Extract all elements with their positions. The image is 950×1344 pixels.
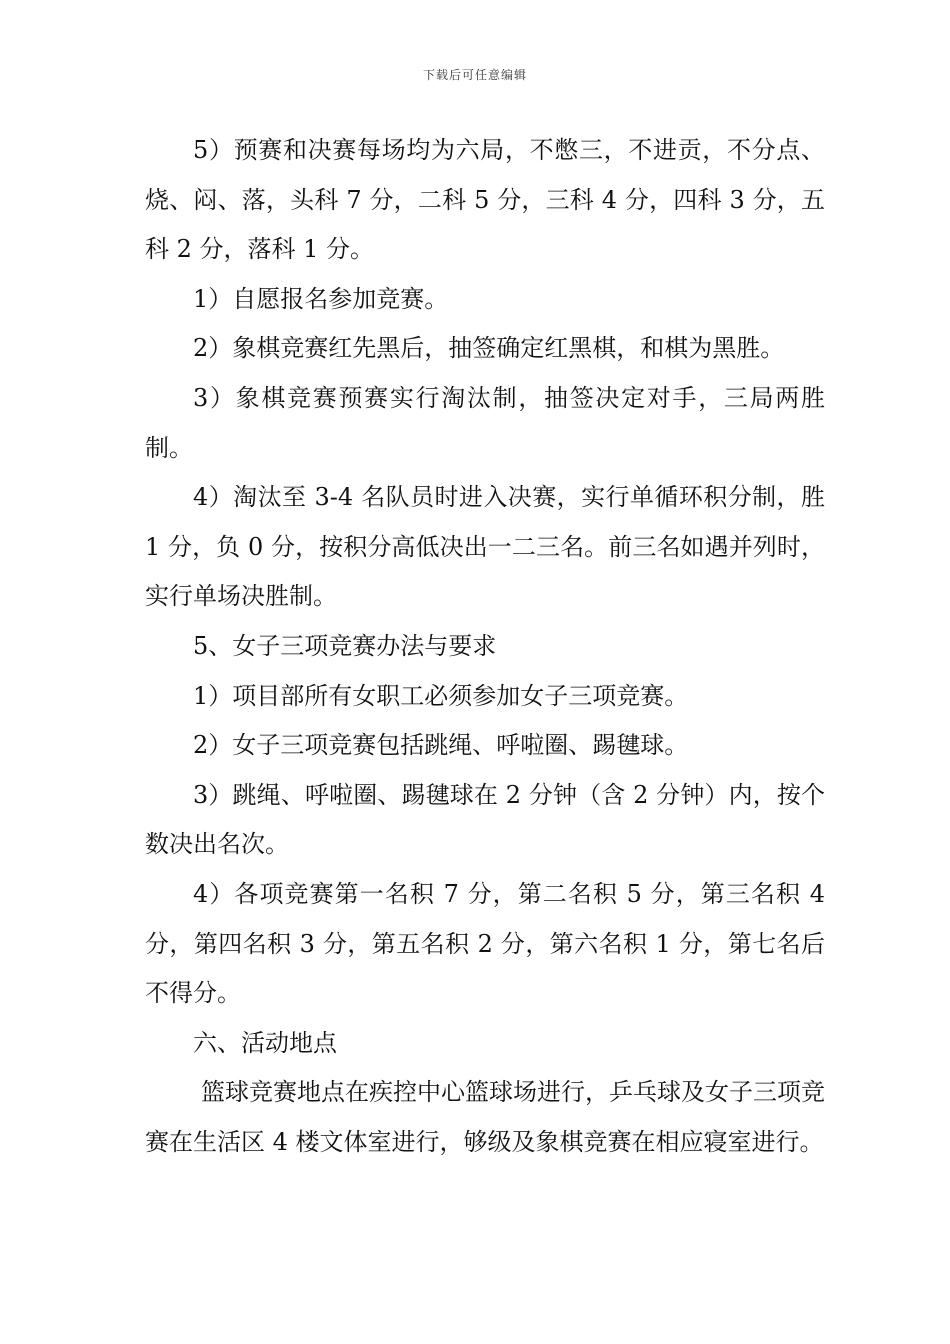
paragraph-chess-final: 4）淘汰至 3-4 名队员时进入决赛，实行单循环积分制，胜 1 分，负 0 分，按积分高低决出一二三名。前三名如遇并列时，实行单场决胜制。 (145, 483, 825, 611)
paragraph-chess-signup: 1）自愿报名参加竞赛。 (193, 284, 449, 313)
paragraph-women-events-list: 2）女子三项竞赛包括跳绳、呼啦圈、踢毽球。 (193, 731, 689, 760)
paragraph-chess-order: 2）象棋竞赛红先黑后，抽签确定红黑棋，和棋为黑胜。 (193, 334, 785, 363)
paragraph-chess-preliminary: 3）象棋竞赛预赛实行淘汰制，抽签决定对手，三局两胜制。 (145, 383, 825, 462)
paragraph-venue-details: 篮球竞赛地点在疾控中心篮球场进行，乒乓球及女子三项竞赛在生活区 4 楼文体室进行，够级及象棋竞赛在相应寝室进行。 (145, 1078, 825, 1156)
document-body (145, 126, 825, 1167)
section-heading-venue: 六、活动地点 (193, 1028, 337, 1057)
paragraph-women-timing: 3）跳绳、呼啦圈、踢毽球在 2 分钟（含 2 分钟）内，按个数决出名次。 (145, 780, 825, 859)
header-note: 下载后可任意编辑 (422, 68, 527, 82)
section-heading-women-events: 5、女子三项竞赛办法与要求 (193, 631, 497, 660)
paragraph-women-participation: 1）项目部所有女职工必须参加女子三项竞赛。 (193, 681, 689, 710)
paragraph-scoring-rules: 5）预赛和决赛每场均为六局，不憋三，不进贡，不分点、烧、闷、落，头科 7 分，二科 5 分，三科 4 分，四科 3 分，五科 2 分，落科 1 分。 (145, 136, 825, 264)
paragraph-women-scoring: 4）各项竞赛第一名积 7 分，第二名积 5 分，第三名积 4 分，第四名积 3 分，第五名积 2 分，第六名积 1 分，第七名后不得分。 (145, 879, 825, 1008)
